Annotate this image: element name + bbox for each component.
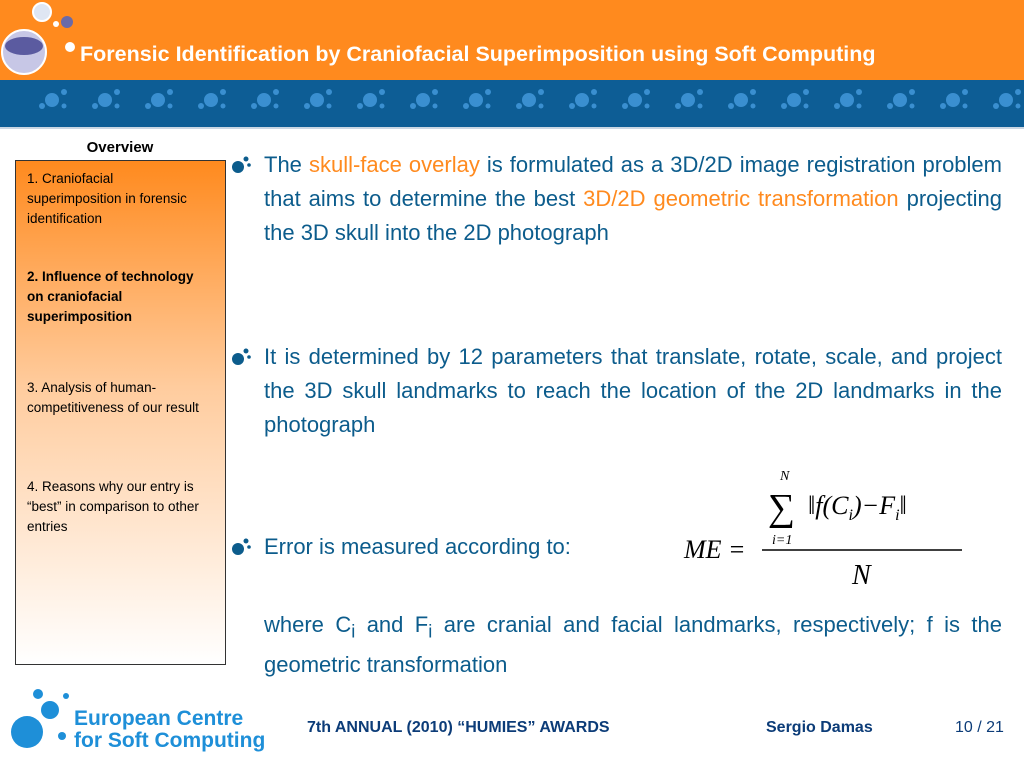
band-dot [469, 93, 483, 107]
bullet-icon [230, 153, 252, 175]
mean-error-formula [680, 462, 980, 592]
footer-award: 7th ANNUAL (2010) “HUMIES” AWARDS [307, 719, 610, 736]
band-dot [379, 89, 385, 95]
band-dot [380, 104, 385, 109]
logo-line-1: European Centre [74, 707, 244, 730]
band-dot [728, 103, 734, 109]
band-dot [787, 93, 801, 107]
overview-item-4[interactable]: 4. Reasons why our entry is “best” in comparison to other entries [27, 479, 199, 534]
where-explanation: where $C_i$ and $F_i$ are cranial and facial landmarks, respectively; f is the geometric transformation [264, 612, 1003, 678]
band-dot [940, 103, 946, 109]
band-dot [114, 89, 120, 95]
logo-line-2: for Soft Computing [74, 729, 265, 752]
band-dot [909, 89, 915, 95]
formula-sigma-icon: ∑ [768, 487, 796, 529]
band-dot [999, 93, 1013, 107]
band-dot [539, 104, 544, 109]
band-dot [781, 103, 787, 109]
band-dot [221, 104, 226, 109]
band-dot [151, 93, 165, 107]
band-dot [698, 104, 703, 109]
band-dot [993, 103, 999, 109]
bullet-text: Error is measured according to: [264, 534, 571, 559]
band-dot [204, 93, 218, 107]
band-dot [856, 89, 862, 95]
band-dot [463, 103, 469, 109]
band-dot [433, 104, 438, 109]
bullet-icon [230, 345, 252, 367]
decorative-dot-band [0, 80, 1024, 127]
band-dot [167, 89, 173, 95]
band-dot [115, 104, 120, 109]
band-dot [516, 103, 522, 109]
header-bar [0, 0, 1024, 80]
band-dot [644, 89, 650, 95]
band-dot [416, 93, 430, 107]
band-dot [963, 104, 968, 109]
header-divider [0, 127, 1024, 129]
band-dot [92, 103, 98, 109]
overview-item-2[interactable]: 2. Influence of technology on craniofacial superimposition [27, 269, 194, 324]
band-dot [273, 89, 279, 95]
band-dot [1015, 89, 1021, 95]
band-dot [410, 103, 416, 109]
overview-item-1[interactable]: 1. Craniofacial superimposition in forensic identification [27, 171, 187, 226]
band-dot [168, 104, 173, 109]
band-dot [326, 89, 332, 95]
overview-sidebar [15, 160, 226, 665]
page-number: 10 / 21 [955, 719, 1004, 736]
band-dot [628, 93, 642, 107]
formula-lhs: ME = [684, 535, 746, 564]
band-dot [39, 103, 45, 109]
european-centre-logo [10, 686, 265, 756]
band-dot [675, 103, 681, 109]
band-dot [804, 104, 809, 109]
formula-sum-upper: N [780, 469, 790, 484]
slide-title: Forensic Identification by Craniofacial Superimposition using Soft Computing [80, 42, 876, 66]
band-dot [62, 104, 67, 109]
footer-author: Sergio Damas [766, 719, 873, 736]
band-dot [840, 93, 854, 107]
band-dot [681, 93, 695, 107]
band-dot [893, 93, 907, 107]
band-dot [486, 104, 491, 109]
overview-item-3[interactable]: 3. Analysis of human-competitiveness of our result [27, 380, 199, 415]
band-dot [485, 89, 491, 95]
band-dot [575, 93, 589, 107]
band-dot [569, 103, 575, 109]
logo-bubbles-icon [0, 0, 80, 80]
band-dot [357, 103, 363, 109]
band-dot [803, 89, 809, 95]
formula-denominator: N [852, 560, 871, 591]
band-dot [98, 93, 112, 107]
band-dot [310, 93, 324, 107]
bullet-text: It is determined by 12 parameters that translate, rotate, scale, and project the 3D skull landmarks to reach the location of the 2D landmarks in the photograph [264, 344, 1002, 437]
highlight-skull-face-overlay: skull-face overlay [308, 152, 480, 177]
footer [0, 686, 1024, 768]
band-dot [946, 93, 960, 107]
band-dot [257, 93, 271, 107]
band-dot [522, 93, 536, 107]
band-dot [697, 89, 703, 95]
band-dot [198, 103, 204, 109]
bullet-skull-face-overlay [230, 148, 1002, 250]
band-dot [363, 93, 377, 107]
band-dot [751, 104, 756, 109]
formula-sum-lower: i=1 [772, 533, 793, 548]
band-dot [45, 93, 59, 107]
band-dot [432, 89, 438, 95]
band-dot [910, 104, 915, 109]
band-dot [857, 104, 862, 109]
band-dot [145, 103, 151, 109]
band-dot [962, 89, 968, 95]
band-dot [750, 89, 756, 95]
bullet-text: The skull-face overlay is formulated as a 3D/2D image registration problem that aims to determine the best 3D/2D geometric transformation projecting the 3D skull into the 2D photograph [264, 152, 1002, 245]
band-dot [251, 103, 257, 109]
band-dot [61, 89, 67, 95]
overview-heading: Overview [86, 139, 154, 156]
band-dot [304, 103, 310, 109]
band-dot [887, 103, 893, 109]
band-dot [327, 104, 332, 109]
band-dot [274, 104, 279, 109]
bullet-parameters [230, 340, 1002, 442]
highlight-geometric-transformation: 3D/2D geometric transformation [583, 186, 899, 211]
bullet-icon [230, 535, 252, 557]
band-dot [591, 89, 597, 95]
band-dot [622, 103, 628, 109]
band-dot [1016, 104, 1021, 109]
band-dot [734, 93, 748, 107]
band-dot [645, 104, 650, 109]
band-dot [834, 103, 840, 109]
band-dot [220, 89, 226, 95]
formula-numerator: $‖f(C_i)-F_i‖$ [808, 491, 907, 524]
band-dot [592, 104, 597, 109]
band-dot [538, 89, 544, 95]
